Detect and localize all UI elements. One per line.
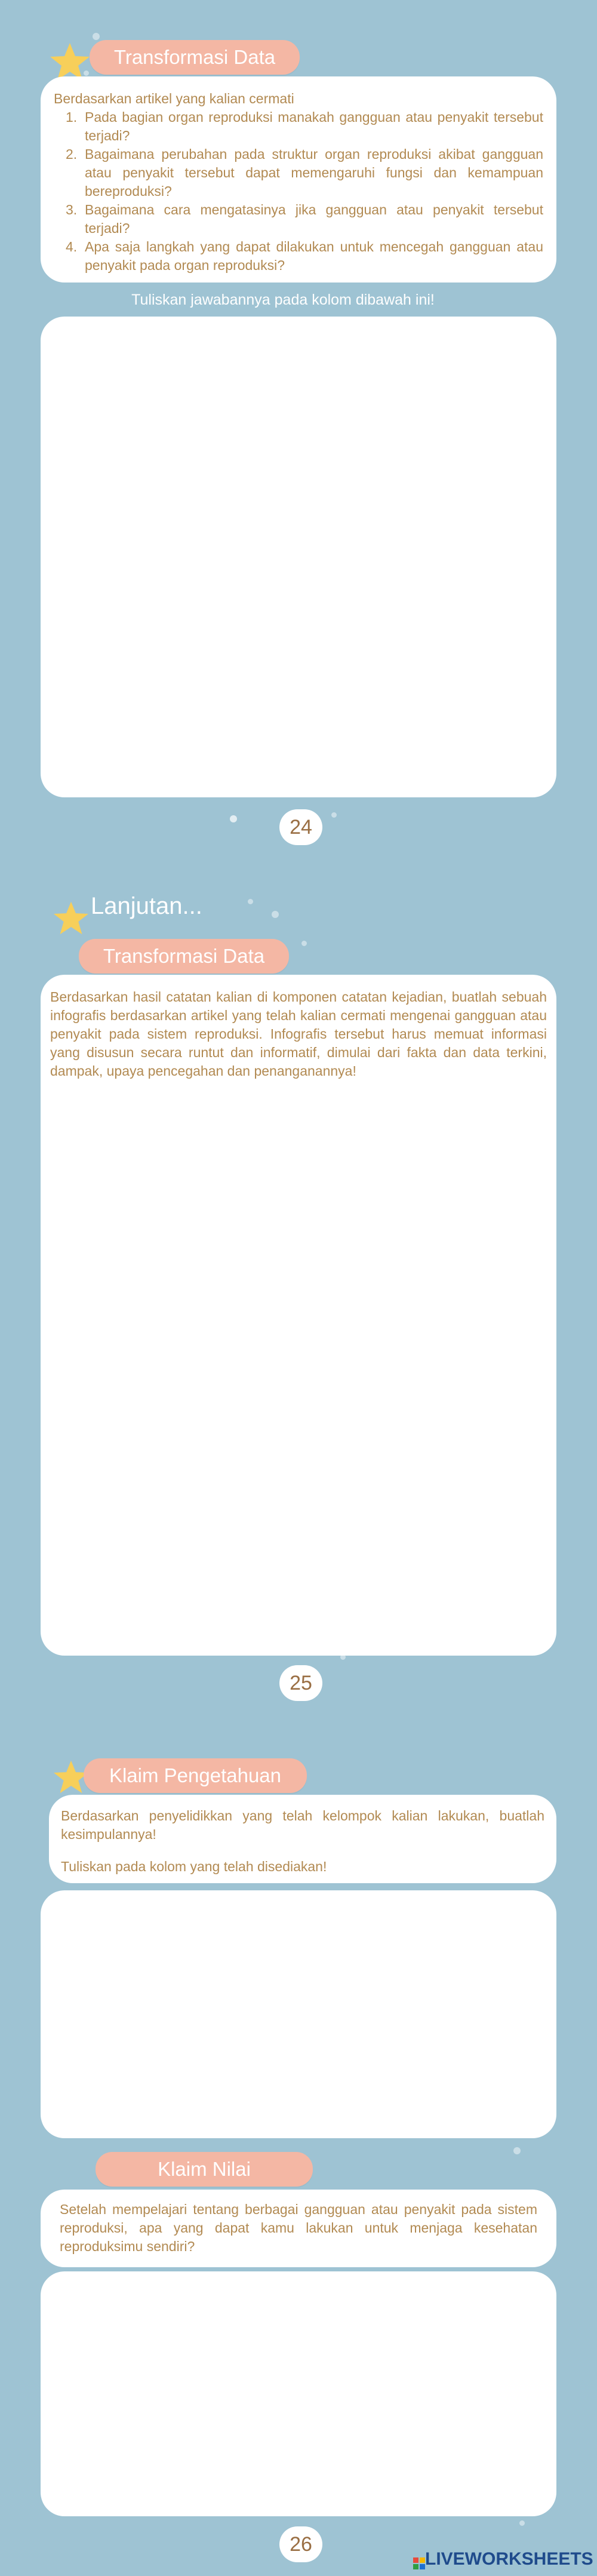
section-title-pill: Transformasi Data bbox=[90, 40, 300, 75]
page-number: 25 bbox=[279, 1665, 322, 1701]
conclusion-prompt: Berdasarkan penyelidikkan yang telah kelompok kalian lakukan, buatlah kesimpulannya! bbox=[61, 1808, 544, 1842]
logo-icon bbox=[413, 2554, 425, 2566]
decor-dot bbox=[93, 33, 100, 40]
question-item: 1. Pada bagian organ reproduksi manakah gangguan atau penyakit tersebut terjadi? bbox=[66, 109, 543, 143]
decor-dot bbox=[248, 899, 253, 904]
section-title-pill: Klaim Pengetahuan bbox=[84, 1758, 307, 1793]
page-number: 24 bbox=[279, 809, 322, 845]
question-item: 2. Bagaimana perubahan pada struktur organ reproduksi akibat gangguan atau penyakit tersebut dapat memengaruhi fungsi dan kemampuan bereproduksi? bbox=[66, 146, 543, 199]
decor-dot bbox=[301, 941, 307, 946]
logo-text: LIVEWORKSHEETS bbox=[425, 2549, 593, 2569]
liveworksheets-logo[interactable] bbox=[413, 2549, 593, 2569]
infographic-card[interactable] bbox=[41, 975, 556, 1656]
conclusion-prompt-card bbox=[49, 1795, 556, 1883]
star-icon bbox=[49, 42, 91, 81]
question-item: 4. Apa saja langkah yang dapat dilakukan untuk mencegah gangguan atau penyakit pada organ reproduksi? bbox=[66, 239, 543, 273]
question-list bbox=[54, 108, 543, 275]
task-description: Berdasarkan hasil catatan kalian di komponen catatan kejadian, buatlah sebuah infografis berdasarkan artikel yang telah kalian cermati mengenai gangguan atau penyakit pada sistem reproduksi. Infografis tersebut harus memuat informasi yang disusun secara runtut dan informatif, dimulai dari fakta dan data terkini, dampak, upaya pencegahan dan penanganannya! bbox=[50, 989, 547, 1079]
conclusion-instruction: Tuliskan pada kolom yang telah disediakan! bbox=[61, 1859, 327, 1874]
decor-dot bbox=[230, 815, 237, 822]
decor-dot bbox=[519, 2520, 525, 2526]
decor-dot bbox=[272, 911, 279, 918]
section-heading: Lanjutan... bbox=[91, 893, 202, 919]
answer-box-3[interactable] bbox=[41, 1890, 556, 2138]
section-title-pill: Klaim Nilai bbox=[96, 2152, 313, 2187]
answer-instruction: Tuliskan jawabannya pada kolom dibawah ini! bbox=[131, 291, 435, 308]
answer-box-1[interactable] bbox=[41, 317, 556, 797]
page-number: 26 bbox=[279, 2526, 322, 2562]
value-prompt: Setelah mempelajari tentang berbagai gangguan atau penyakit pada sistem reproduksi, apa yang dapat kamu lakukan untuk menjaga kesehatan reproduksimu sendiri? bbox=[60, 2202, 537, 2254]
decor-dot bbox=[513, 2147, 521, 2154]
question-item: 3. Bagaimana cara mengatasinya jika gangguan atau penyakit tersebut terjadi? bbox=[66, 202, 543, 236]
question-card bbox=[41, 76, 556, 283]
decor-dot bbox=[331, 812, 337, 818]
star-icon bbox=[53, 901, 90, 935]
answer-box-4[interactable] bbox=[41, 2271, 556, 2516]
question-intro: Berdasarkan artikel yang kalian cermati bbox=[54, 91, 294, 106]
value-prompt-card bbox=[41, 2190, 556, 2267]
section-title-pill: Transformasi Data bbox=[79, 939, 289, 974]
